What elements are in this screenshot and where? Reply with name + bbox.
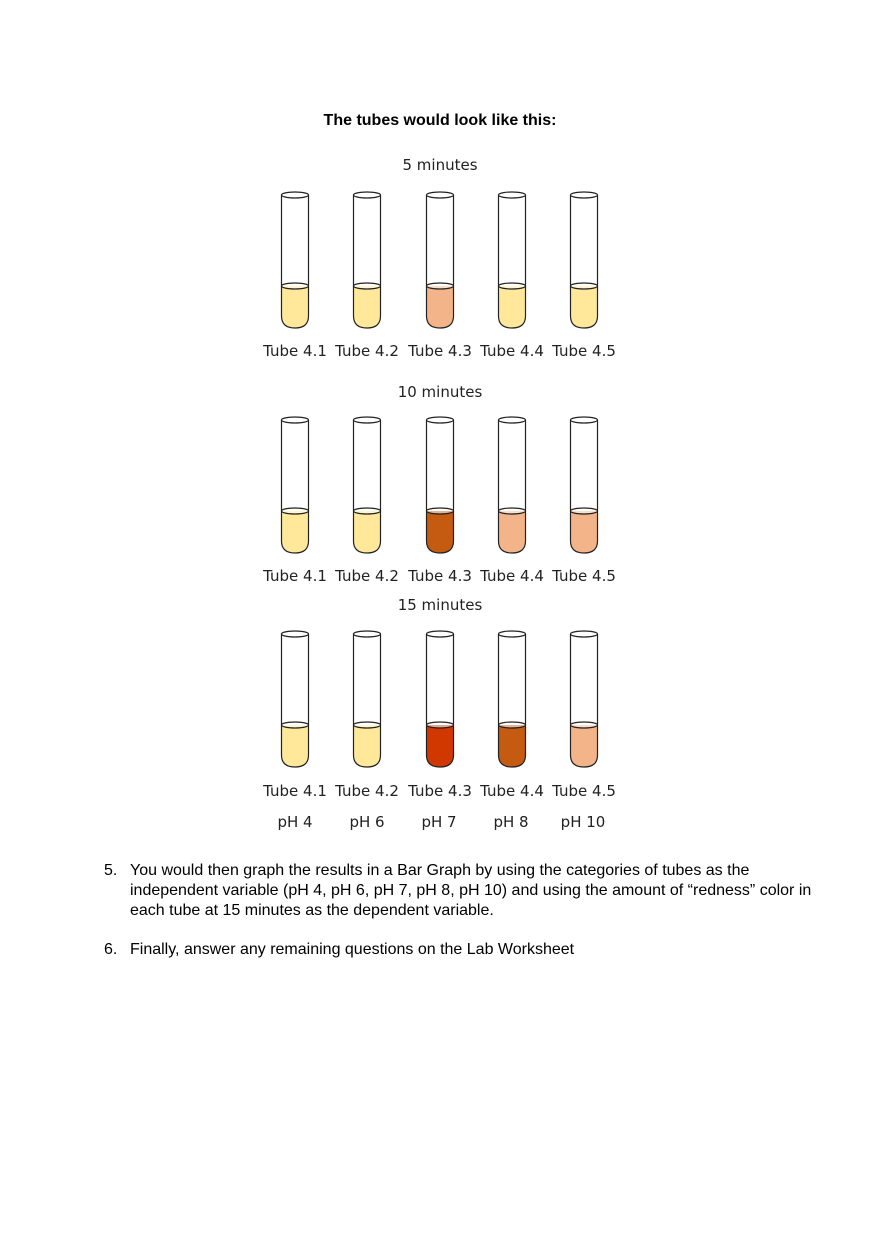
tube-meniscus [282, 283, 309, 289]
tube-label: Tube 4.5 [552, 782, 616, 800]
step-6 [104, 940, 824, 960]
tube-meniscus [282, 722, 309, 728]
step-number: 5. [104, 862, 118, 879]
tube-rim [354, 192, 381, 198]
tube-liquid [427, 725, 454, 767]
tube-rim [499, 417, 526, 423]
test-tube [352, 415, 382, 555]
tube-rim [427, 417, 454, 423]
tube-meniscus [427, 508, 454, 514]
tube-meniscus [354, 283, 381, 289]
test-tube [280, 629, 310, 769]
ph-label: pH 6 [349, 813, 385, 831]
step-text: You would then graph the results in a Bar Graph by using the categories of tubes as the independent variable (pH 4, pH 6, pH 7, pH 8, pH 10) and using the amount of “redness” color in each tube at 15 minutes as the dependent variable. [130, 862, 812, 919]
tube-rim [427, 631, 454, 637]
tube-label: Tube 4.2 [335, 567, 399, 585]
tube-row-5-minutes [0, 190, 880, 340]
tube-meniscus [354, 508, 381, 514]
tube-meniscus [499, 283, 526, 289]
test-tube [280, 190, 310, 330]
tube-liquid [354, 725, 381, 767]
page-heading: The tubes would look like this: [323, 112, 557, 129]
ph-label: pH 8 [493, 813, 529, 831]
tube-liquid [499, 725, 526, 767]
test-tube [352, 190, 382, 330]
tube-label: Tube 4.3 [408, 342, 472, 360]
tube-row-10-minutes [0, 415, 880, 565]
tube-liquid [571, 286, 598, 328]
tube-label: Tube 4.2 [335, 342, 399, 360]
tube-rim [282, 417, 309, 423]
section-label-15-minutes: 15 minutes [397, 596, 483, 614]
tube-row-15-minutes [0, 629, 880, 779]
test-tube [280, 415, 310, 555]
test-tube [425, 415, 455, 555]
test-tube [497, 629, 527, 769]
tube-rim [499, 192, 526, 198]
tube-label: Tube 4.5 [552, 342, 616, 360]
tube-label: Tube 4.4 [480, 342, 544, 360]
tube-label: Tube 4.1 [263, 782, 327, 800]
tube-meniscus [499, 722, 526, 728]
tube-label: Tube 4.3 [408, 782, 472, 800]
tube-rim [571, 192, 598, 198]
test-tube [497, 415, 527, 555]
tube-meniscus [499, 508, 526, 514]
tube-liquid [571, 511, 598, 553]
tube-rim [571, 631, 598, 637]
test-tube [497, 190, 527, 330]
tube-rim [571, 417, 598, 423]
tube-rim [282, 631, 309, 637]
ph-label: pH 4 [277, 813, 313, 831]
tube-meniscus [282, 508, 309, 514]
test-tube [425, 190, 455, 330]
step-number: 6. [104, 941, 118, 958]
tube-label: Tube 4.1 [263, 567, 327, 585]
tube-liquid [282, 725, 309, 767]
tube-liquid [427, 511, 454, 553]
ph-label: pH 7 [421, 813, 457, 831]
tube-label: Tube 4.5 [552, 567, 616, 585]
test-tube [425, 629, 455, 769]
tube-meniscus [571, 508, 598, 514]
tube-liquid [499, 286, 526, 328]
test-tube [569, 190, 599, 330]
tube-label: Tube 4.1 [263, 342, 327, 360]
tube-meniscus [427, 283, 454, 289]
section-label-10-minutes: 10 minutes [397, 383, 483, 401]
tube-liquid [282, 286, 309, 328]
section-label-5-minutes: 5 minutes [402, 156, 478, 174]
tube-meniscus [427, 722, 454, 728]
test-tube [352, 629, 382, 769]
tube-meniscus [571, 722, 598, 728]
tube-rim [499, 631, 526, 637]
step-5 [104, 861, 824, 921]
tube-rim [354, 631, 381, 637]
test-tube [569, 415, 599, 555]
tube-label: Tube 4.4 [480, 782, 544, 800]
tube-liquid [571, 725, 598, 767]
tube-liquid [354, 286, 381, 328]
tube-rim [354, 417, 381, 423]
tube-liquid [282, 511, 309, 553]
tube-label: Tube 4.3 [408, 567, 472, 585]
tube-liquid [354, 511, 381, 553]
tube-liquid [499, 511, 526, 553]
tube-meniscus [354, 722, 381, 728]
tube-label: Tube 4.2 [335, 782, 399, 800]
tube-rim [427, 192, 454, 198]
step-text: Finally, answer any remaining questions on the Lab Worksheet [130, 941, 575, 958]
tube-label: Tube 4.4 [480, 567, 544, 585]
test-tube [569, 629, 599, 769]
tube-meniscus [571, 283, 598, 289]
ph-label: pH 10 [560, 813, 606, 831]
tube-liquid [427, 286, 454, 328]
tube-rim [282, 192, 309, 198]
